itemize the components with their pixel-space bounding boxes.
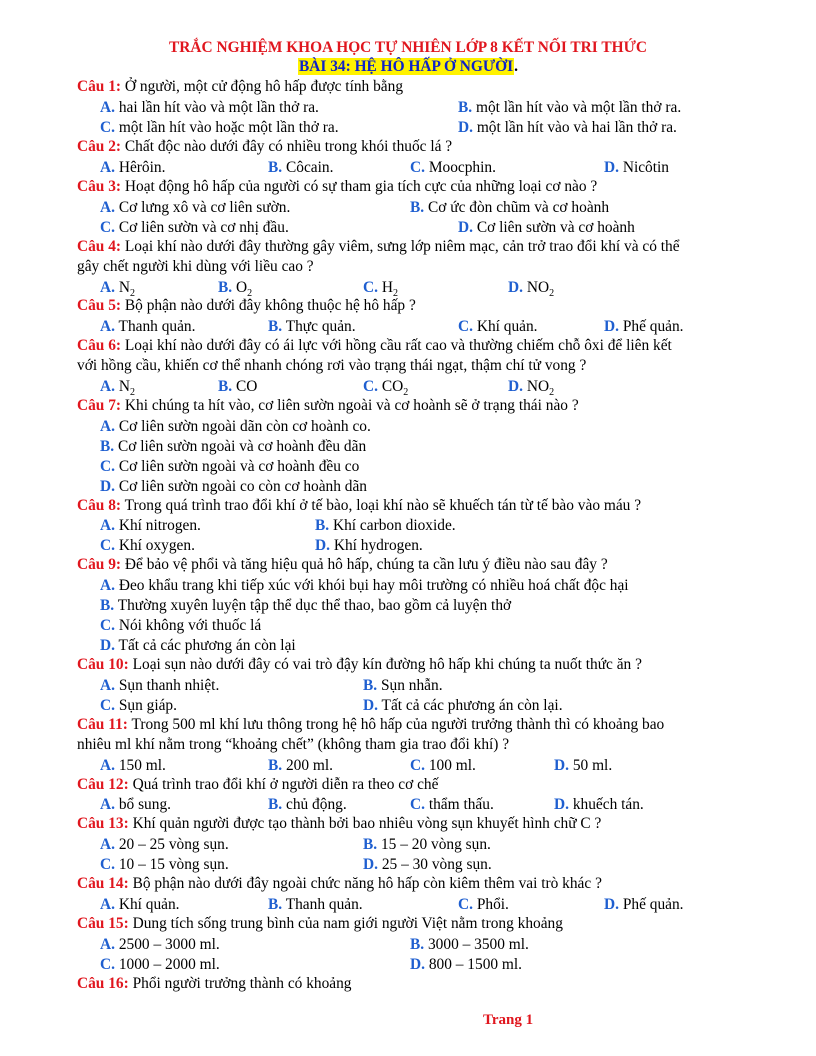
answer-option — [410, 955, 522, 975]
option-text: Sụn nhẫn. — [380, 677, 443, 694]
question-text: Ở người, một cử động hô hấp được tính bằng — [124, 78, 404, 95]
option-letter: C. — [100, 219, 115, 236]
answer-option — [363, 855, 492, 875]
option-text: 50 ml. — [572, 757, 613, 774]
option-letter: B. — [410, 199, 425, 216]
question-text: Bộ phận nào dưới đây không thuộc hệ hô hấp ? — [124, 297, 416, 314]
option-text: Phế quản. — [622, 896, 684, 913]
option-letter: A. — [100, 836, 115, 853]
answer-option — [458, 317, 538, 337]
answer-option — [268, 895, 363, 915]
question-text: Bộ phận nào dưới đây ngoài chức năng hô hấp còn kiêm thêm vai trò khác ? — [132, 875, 602, 892]
option-text: Hêrôin. — [118, 159, 166, 176]
option-text: Cơ ức đòn chũm và cơ hoành — [427, 199, 610, 216]
option-text: Tất cả các phương án còn lại. — [381, 697, 563, 714]
option-letter: A. — [100, 199, 115, 216]
question-stem — [77, 138, 757, 156]
option-letter: A. — [100, 418, 115, 435]
option-letter: C. — [363, 378, 378, 395]
answer-option — [268, 756, 333, 776]
question-text: Phổi người trưởng thành có khoảng — [132, 975, 352, 992]
answer-option — [410, 935, 529, 955]
option-letter: A. — [100, 318, 115, 335]
answer-option — [100, 317, 195, 337]
option-text: Đeo khẩu trang khi tiếp xúc với khói bụi hay môi trường có nhiều hoá chất độc hại — [118, 577, 629, 594]
option-text: chủ động. — [285, 796, 347, 813]
option-letter: B. — [268, 159, 283, 176]
question-stem — [77, 337, 757, 355]
option-letter: A. — [100, 279, 115, 296]
option-text: 150 ml. — [118, 757, 166, 774]
answer-option — [410, 756, 476, 776]
answer-option — [100, 616, 261, 636]
question-stem — [77, 716, 757, 734]
option-text: Nói không với thuốc lá — [118, 617, 262, 634]
option-letter: D. — [604, 159, 619, 176]
question-number: Câu 11: — [77, 716, 128, 733]
answer-option — [100, 955, 220, 975]
option-letter: D. — [458, 119, 473, 136]
answer-option — [100, 437, 366, 457]
option-text: CO — [381, 378, 404, 395]
option-letter: D. — [363, 697, 378, 714]
answer-option — [100, 457, 359, 477]
option-text: một lần hít vào và một lần thở ra. — [475, 99, 682, 116]
option-text: Khí oxygen. — [118, 537, 195, 554]
question-number: Câu 8: — [77, 497, 122, 514]
option-letter: C. — [100, 697, 115, 714]
option-letter: D. — [100, 478, 115, 495]
option-letter: D. — [508, 279, 523, 296]
question-text: Hoạt động hô hấp của người có sự tham gia tích cực của những loại cơ nào ? — [124, 178, 598, 195]
option-letter: A. — [100, 517, 115, 534]
option-letter: B. — [268, 318, 283, 335]
answer-option — [604, 317, 684, 337]
option-text: Khí hydrogen. — [333, 537, 423, 554]
question-text-continued: gây chết người khi dùng với liều cao ? — [77, 258, 314, 275]
option-letter: C. — [100, 956, 115, 973]
answer-option — [100, 118, 339, 138]
question-stem — [77, 815, 757, 833]
option-text: 10 – 15 vòng sụn. — [118, 856, 229, 873]
option-text: Khí quản. — [118, 896, 180, 913]
option-letter: D. — [100, 637, 115, 654]
question-number: Câu 13: — [77, 815, 129, 832]
answer-option — [458, 218, 635, 238]
option-text: Phổi. — [476, 896, 509, 913]
option-subscript: 2 — [549, 387, 555, 399]
option-text: Cơ liên sườn ngoài và cơ hoành đều co — [118, 458, 360, 475]
option-letter: D. — [410, 956, 425, 973]
question-text: Loại khí nào dưới đây có ái lực với hồng cầu rất cao và thường chiếm chỗ ôxi để liên kết — [124, 337, 672, 354]
option-text: 200 ml. — [285, 757, 334, 774]
answer-option — [363, 676, 443, 696]
answer-option — [410, 198, 609, 218]
option-subscript: 2 — [129, 387, 135, 399]
option-letter: B. — [218, 279, 233, 296]
option-letter: D. — [363, 856, 378, 873]
answer-option — [100, 756, 166, 776]
answer-option — [410, 795, 494, 815]
answer-option — [100, 198, 290, 218]
question-number: Câu 9: — [77, 556, 122, 573]
option-text: khuếch tán. — [572, 796, 644, 813]
option-letter: C. — [100, 119, 115, 136]
option-text: Cơ liên sườn ngoài co còn cơ hoành dãn — [118, 478, 368, 495]
option-text: O — [235, 279, 248, 296]
option-text: 100 ml. — [428, 757, 476, 774]
answer-option — [100, 696, 177, 716]
option-text: một lần hít vào hoặc một lần thở ra. — [118, 119, 339, 136]
question-number: Câu 7: — [77, 397, 122, 414]
answer-option — [268, 158, 333, 178]
answer-option — [100, 795, 171, 815]
option-letter: A. — [100, 936, 115, 953]
option-text: Tất cả các phương án còn lại — [118, 637, 296, 654]
question-text: Trong 500 ml khí lưu thông trong hệ hô hấp của người trưởng thành thì có khoảng bao — [131, 716, 665, 733]
question-number: Câu 4: — [77, 238, 122, 255]
question-text: Loại sụn nào dưới đây có vai trò đậy kín đường hô hấp khi chúng ta nuốt thức ăn ? — [132, 656, 642, 673]
option-letter: D. — [554, 796, 569, 813]
option-text: 2500 – 3000 ml. — [118, 936, 220, 953]
option-text: Cơ liên sườn và cơ hoành — [476, 219, 635, 236]
question-stem — [77, 297, 757, 315]
answer-option — [100, 636, 296, 656]
question-number: Câu 1: — [77, 78, 122, 95]
answer-option — [554, 756, 612, 776]
answer-option — [218, 377, 257, 397]
option-text: 25 – 30 vòng sụn. — [381, 856, 492, 873]
option-text: Cơ liên sườn và cơ nhị đầu. — [118, 219, 289, 236]
question-stem — [77, 975, 757, 993]
option-text: NO — [526, 378, 550, 395]
answer-option — [100, 855, 229, 875]
answer-option — [604, 158, 669, 178]
option-subscript: 2 — [549, 288, 555, 300]
option-text: Thực quản. — [285, 318, 356, 335]
answer-option — [363, 835, 491, 855]
option-letter: C. — [410, 757, 425, 774]
question-text-continued: với hồng cầu, khiến cơ thể nhanh chóng rơi vào trạng thái ngạt, thậm chí tử vong ? — [77, 357, 587, 374]
option-text: NO — [526, 279, 550, 296]
option-text: 3000 – 3500 ml. — [427, 936, 529, 953]
answer-option — [315, 536, 423, 556]
question-text: Khi chúng ta hít vào, cơ liên sườn ngoài và cơ hoành sẽ ở trạng thái nào ? — [124, 397, 579, 414]
option-text: thẩm thấu. — [428, 796, 494, 813]
answer-option — [554, 795, 644, 815]
question-number: Câu 12: — [77, 776, 129, 793]
option-text: Cơ liên sườn ngoài và cơ hoành đều dãn — [117, 438, 367, 455]
answer-option — [100, 596, 511, 616]
option-letter: D. — [508, 378, 523, 395]
answer-option — [100, 676, 219, 696]
option-letter: C. — [100, 856, 115, 873]
page-number: Trang 1 — [483, 1012, 534, 1028]
question-number: Câu 10: — [77, 656, 129, 673]
option-text: Moocphin. — [428, 159, 496, 176]
question-stem — [77, 556, 757, 574]
option-letter: B. — [218, 378, 233, 395]
option-letter: A. — [100, 378, 115, 395]
option-letter: C. — [458, 896, 473, 913]
option-letter: A. — [100, 577, 115, 594]
question-stem — [77, 238, 757, 256]
option-text: H — [381, 279, 393, 296]
option-text: 1000 – 2000 ml. — [118, 956, 220, 973]
option-letter: A. — [100, 99, 115, 116]
question-number: Câu 14: — [77, 875, 129, 892]
option-text: Sụn thanh nhiệt. — [118, 677, 220, 694]
answer-option — [100, 477, 367, 497]
option-letter: A. — [100, 757, 115, 774]
option-text: Sụn giáp. — [118, 697, 177, 714]
option-letter: A. — [100, 677, 115, 694]
answer-option — [100, 536, 195, 556]
option-letter: C. — [410, 159, 425, 176]
option-letter: D. — [554, 757, 569, 774]
answer-option — [458, 98, 681, 118]
option-letter: B. — [315, 517, 330, 534]
answer-option — [268, 317, 356, 337]
question-text: Để bảo vệ phổi và tăng hiệu quả hô hấp, chúng ta cần lưu ý điều nào sau đây ? — [124, 556, 608, 573]
question-stem — [77, 497, 757, 515]
option-text: Khí carbon dioxide. — [332, 517, 456, 534]
question-number: Câu 16: — [77, 975, 129, 992]
question-stem — [77, 915, 757, 933]
option-text: 800 – 1500 ml. — [428, 956, 523, 973]
option-text: N — [118, 279, 130, 296]
question-text: Trong quá trình trao đổi khí ở tế bào, loại khí nào sẽ khuếch tán từ tế bào vào máu ? — [124, 497, 642, 514]
option-subscript: 2 — [403, 387, 409, 399]
answer-option — [315, 516, 456, 536]
document-title: TRẮC NGHIỆM KHOA HỌC TỰ NHIÊN LỚP 8 KẾT NỐI TRI THỨC — [169, 39, 647, 56]
option-text: 20 – 25 vòng sụn. — [118, 836, 229, 853]
option-letter: C. — [458, 318, 473, 335]
option-letter: C. — [363, 279, 378, 296]
question-text-continued: nhiêu ml khí nằm trong “khoảng chết” (không tham gia trao đổi khí) ? — [77, 736, 510, 753]
answer-option — [363, 696, 563, 716]
option-text: Thanh quản. — [285, 896, 363, 913]
option-letter: D. — [604, 318, 619, 335]
answer-option — [410, 158, 496, 178]
option-letter: D. — [458, 219, 473, 236]
question-text: Quá trình trao đổi khí ở người diễn ra theo cơ chế — [132, 776, 439, 793]
option-letter: B. — [410, 936, 425, 953]
answer-option — [100, 895, 180, 915]
option-text: Cơ liên sườn ngoài dãn còn cơ hoành co. — [118, 418, 371, 435]
question-number: Câu 2: — [77, 138, 122, 155]
option-text: bổ sung. — [118, 796, 171, 813]
option-text: Thường xuyên luyện tập thể dục thể thao, bao gồm cả luyện thở — [117, 597, 512, 614]
option-letter: C. — [100, 537, 115, 554]
option-text: một lần hít vào và hai lần thở ra. — [476, 119, 677, 136]
option-letter: C. — [100, 458, 115, 475]
answer-option — [458, 895, 509, 915]
answer-option — [604, 895, 684, 915]
question-stem — [77, 397, 757, 415]
answer-option — [100, 576, 629, 596]
answer-option — [100, 158, 165, 178]
question-stem — [77, 178, 757, 196]
option-subscript: 2 — [247, 288, 253, 300]
question-text: Dung tích sống trung bình của nam giới người Việt nằm trong khoảng — [132, 915, 563, 932]
option-letter: A. — [100, 796, 115, 813]
answer-option — [100, 516, 201, 536]
option-letter: D. — [315, 537, 330, 554]
question-number: Câu 5: — [77, 297, 122, 314]
question-text: Chất độc nào dưới đây có nhiều trong khói thuốc lá ? — [124, 138, 453, 155]
option-letter: B. — [268, 796, 283, 813]
question-stem — [77, 875, 757, 893]
option-letter: D. — [604, 896, 619, 913]
lesson-subtitle-tail: . — [514, 58, 518, 75]
option-text: Nicôtin — [622, 159, 669, 176]
option-text: N — [118, 378, 130, 395]
question-text: Loại khí nào dưới đây thường gây viêm, sưng lớp niêm mạc, cản trở trao đổi khí và có thể — [124, 238, 680, 255]
option-text: hai lần hít vào và một lần thở ra. — [118, 99, 319, 116]
answer-option — [458, 118, 677, 138]
option-letter: B. — [100, 438, 115, 455]
option-text: Khí quản. — [476, 318, 538, 335]
answer-option — [268, 795, 347, 815]
question-number: Câu 6: — [77, 337, 122, 354]
option-letter: A. — [100, 896, 115, 913]
option-text: Khí nitrogen. — [118, 517, 201, 534]
lesson-subtitle — [298, 57, 518, 76]
question-stem — [77, 78, 757, 96]
lesson-subtitle-highlight: BÀI 34: HỆ HÔ HẤP Ở NGƯỜI — [299, 58, 514, 75]
option-subscript: 2 — [392, 288, 398, 300]
option-text: Phế quản. — [622, 318, 684, 335]
option-subscript: 2 — [129, 288, 135, 300]
question-number: Câu 3: — [77, 178, 122, 195]
option-letter: C. — [410, 796, 425, 813]
answer-option — [100, 835, 229, 855]
option-text: Côcain. — [285, 159, 334, 176]
question-stem — [77, 776, 757, 794]
question-text: Khí quản người được tạo thành bởi bao nhiêu vòng sụn khuyết hình chữ C ? — [132, 815, 602, 832]
answer-option — [100, 417, 371, 437]
option-letter: B. — [268, 757, 283, 774]
option-letter: B. — [363, 677, 378, 694]
option-letter: B. — [363, 836, 378, 853]
option-text: Cơ lưng xô và cơ liên sườn. — [118, 199, 291, 216]
answer-option — [100, 935, 220, 955]
option-letter: A. — [100, 159, 115, 176]
answer-option — [100, 98, 319, 118]
answer-option — [100, 218, 289, 238]
question-stem — [77, 656, 757, 674]
option-letter: B. — [458, 99, 473, 116]
option-text: CO — [235, 378, 258, 395]
option-letter: B. — [100, 597, 115, 614]
option-letter: C. — [100, 617, 115, 634]
option-letter: B. — [268, 896, 283, 913]
option-text: Thanh quản. — [118, 318, 196, 335]
option-text: 15 – 20 vòng sụn. — [380, 836, 491, 853]
question-number: Câu 15: — [77, 915, 129, 932]
